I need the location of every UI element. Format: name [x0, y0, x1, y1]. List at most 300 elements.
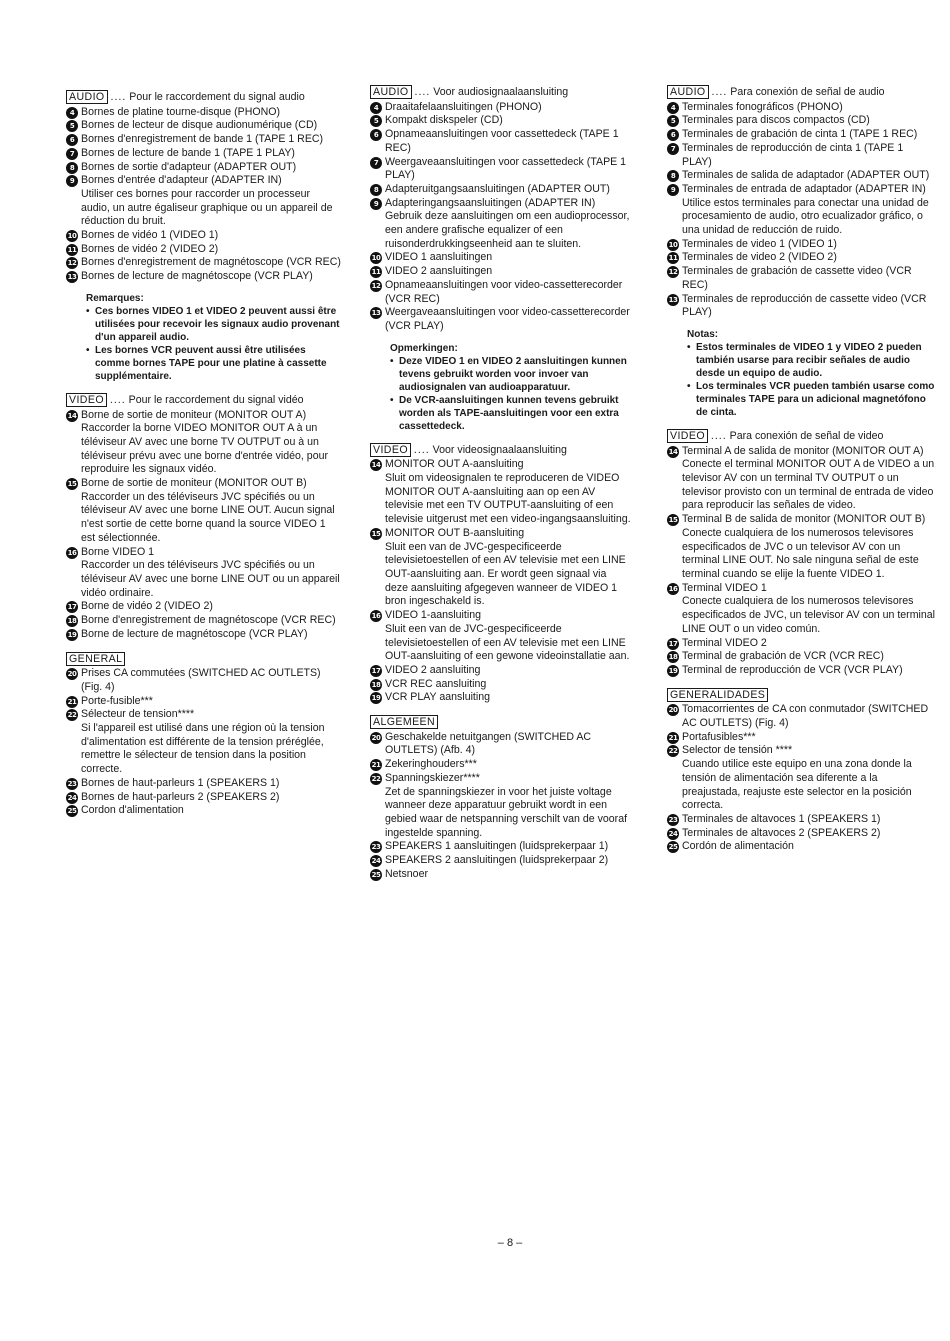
terminal-item-18	[66, 614, 341, 628]
item-label: Cordon d'alimentation	[81, 804, 184, 817]
item-number-badge: 17	[67, 603, 77, 612]
audio-section-tag: AUDIO	[66, 90, 108, 104]
item-number-badge: 15	[67, 480, 77, 489]
item-number-badge: 25	[67, 807, 77, 816]
bullet-dot: •	[86, 305, 90, 317]
terminal-item-10	[370, 251, 632, 265]
item-label: Bornes de vidéo 1 (VIDEO 1)	[81, 229, 219, 242]
item-number-badge: 21	[67, 697, 77, 706]
terminal-item-15	[370, 527, 632, 609]
item-content	[682, 265, 935, 292]
item-number-badge: 14	[668, 447, 678, 456]
item-content	[385, 758, 632, 772]
item-number-badge: 20	[67, 670, 77, 679]
item-label: VIDEO 1-aansluiting	[385, 609, 481, 622]
terminal-item-22	[667, 744, 935, 813]
item-content	[682, 637, 935, 651]
item-content	[385, 664, 632, 678]
terminal-item-22	[370, 772, 632, 841]
item-label: Weergaveaansluitingen voor video-cassetterecorder (VCR PLAY)	[385, 306, 630, 332]
item-description: Sluit om videosignalen te reproduceren de VIDEO MONITOR OUT A-aansluiting aan op een AV televisie met een TV OUTPUT-aansluiting of een televisie uitgerust met een video-ingangsaansluiting.	[385, 472, 631, 526]
terminal-item-19	[370, 691, 632, 705]
item-label: VIDEO 1 aansluitingen	[385, 251, 493, 264]
item-content	[81, 409, 341, 478]
terminal-item-20	[667, 703, 935, 730]
item-content	[682, 445, 935, 514]
leader-dots: ....	[110, 91, 127, 103]
item-label: Terminal A de salida de monitor (MONITOR OUT A)	[682, 444, 924, 457]
item-number-badge: 5	[667, 115, 679, 127]
terminal-item-4	[370, 101, 632, 115]
terminal-item-14	[667, 445, 935, 514]
item-label: Netsnoer	[385, 867, 428, 880]
terminal-item-7	[370, 156, 632, 183]
item-content	[385, 458, 632, 527]
item-content	[682, 114, 935, 128]
item-content	[81, 243, 341, 257]
terminal-item-16	[370, 609, 632, 664]
item-content	[385, 156, 632, 183]
video-section-tag: VIDEO	[667, 429, 708, 443]
item-label: VCR REC aansluiting	[385, 677, 487, 690]
audio-section-tag: AUDIO	[667, 85, 709, 99]
video-section-tag: VIDEO	[66, 393, 107, 407]
item-number-badge: 13	[67, 273, 77, 282]
item-label: Bornes de lecteur de disque audionumérique (CD)	[81, 119, 318, 132]
terminal-item-7	[66, 147, 341, 161]
item-number-badge: 5	[66, 120, 78, 132]
terminal-item-22	[66, 708, 341, 777]
video-section-title: Voor videosignaalaansluiting	[432, 443, 567, 456]
item-number-badge: 11	[67, 245, 77, 254]
item-number-badge: 25	[371, 870, 381, 879]
note-text: Les bornes VCR peuvent aussi être utilisées comme bornes TAPE pour une platine à cassette supplémentaire.	[95, 344, 327, 382]
item-label: SPEAKERS 1 aansluitingen (luidsprekerpaar 1)	[385, 840, 609, 853]
notes-title: Notas:	[687, 328, 719, 340]
terminal-item-23	[667, 813, 935, 827]
terminal-item-19	[667, 664, 935, 678]
item-label: Tomacorrientes de CA con conmutador (SWITCHED AC OUTLETS) (Fig. 4)	[682, 703, 929, 730]
notes-title: Opmerkingen:	[390, 342, 458, 354]
item-content	[81, 256, 341, 270]
terminal-item-25	[66, 804, 341, 818]
terminal-item-15	[66, 477, 341, 546]
item-content	[682, 293, 935, 320]
item-number-badge: 7	[66, 148, 78, 160]
item-number-badge: 19	[668, 666, 678, 675]
item-label: Bornes de sortie d'adapteur (ADAPTER OUT)	[81, 160, 297, 173]
terminal-item-13	[370, 306, 632, 333]
column-dutch	[370, 85, 632, 881]
item-number-badge: 13	[668, 295, 678, 304]
item-content	[682, 703, 935, 730]
item-content	[385, 251, 632, 265]
item-label: Terminales para discos compactos (CD)	[682, 114, 870, 127]
item-label: Selector de tensión ****	[682, 744, 793, 757]
terminal-item-5	[667, 114, 935, 128]
item-content	[682, 513, 935, 582]
item-number-badge: 23	[371, 843, 381, 852]
item-content	[682, 813, 935, 827]
item-content	[385, 868, 632, 882]
item-label: Terminales fonográficos (PHONO)	[682, 100, 843, 113]
item-description: Conecte el terminal MONITOR OUT A de VIDEO a un televisor AV con un terminal TV OUTPUT o un televisor provisto con un terminal de entrada de video para reproducir las señales de video.	[682, 458, 935, 512]
item-content	[81, 147, 341, 161]
terminal-item-11	[370, 265, 632, 279]
terminal-item-9	[667, 183, 935, 238]
item-content	[385, 609, 632, 664]
terminal-item-21	[66, 695, 341, 709]
terminal-item-25	[370, 868, 632, 882]
item-number-badge: 19	[67, 630, 77, 639]
terminal-item-24	[66, 791, 341, 805]
item-number-badge: 11	[668, 254, 678, 263]
item-description: Si l'appareil est utilisé dans une région où la tension d'alimentation est différente de la tension préréglée, remettre le sélecteur de tension dans la position correcte.	[81, 722, 325, 776]
item-label: Cordón de alimentación	[682, 840, 794, 853]
item-content	[81, 270, 341, 284]
terminal-item-10	[66, 229, 341, 243]
leader-dots: ....	[711, 86, 728, 98]
terminal-item-20	[66, 667, 341, 694]
item-content	[81, 546, 341, 601]
audio-section-title: Voor audiosignaalaansluiting	[433, 86, 569, 98]
item-content	[81, 133, 341, 147]
item-content	[682, 142, 935, 169]
note-text: Los terminales VCR pueden también usarse como terminales TAPE para un adicional magnetófono de cinta.	[696, 380, 935, 418]
item-number-badge: 20	[371, 733, 381, 742]
item-content	[81, 614, 341, 628]
item-content	[81, 667, 341, 694]
terminal-item-13	[667, 293, 935, 320]
item-label: Borne d'enregistrement de magnétoscope (VCR REC)	[81, 614, 336, 627]
terminal-item-8	[370, 183, 632, 197]
item-description: Gebruik deze aansluitingen om een audioprocessor, een andere grafische equalizer of een ruisonderdrukkingseenheid aan te sluiten.	[385, 210, 630, 250]
item-content	[81, 804, 341, 818]
terminal-item-16	[667, 582, 935, 637]
terminal-item-11	[66, 243, 341, 257]
audio-section-header	[66, 90, 341, 105]
item-number-badge: 22	[371, 774, 381, 783]
item-label: Terminales de reproducción de cinta 1 (TAPE 1 PLAY)	[682, 141, 904, 168]
item-number-badge: 7	[370, 157, 382, 169]
terminal-item-14	[370, 458, 632, 527]
video-section-header	[370, 443, 632, 458]
item-number-badge: 7	[667, 143, 679, 155]
item-number-badge: 25	[668, 843, 678, 852]
audio-section-tag: AUDIO	[370, 85, 412, 99]
item-label: Terminal VIDEO 2	[682, 636, 767, 649]
terminal-item-6	[370, 128, 632, 155]
item-number-badge: 19	[371, 694, 381, 703]
item-number-badge: 14	[67, 411, 77, 420]
item-number-badge: 22	[668, 747, 678, 756]
note-text: De VCR-aansluitingen kunnen tevens gebruikt worden als TAPE-aansluitingen voor een extra cassettedeck.	[399, 394, 619, 432]
item-label: Terminales de salida de adaptador (ADAPTER OUT)	[682, 169, 930, 182]
item-content	[81, 695, 341, 709]
item-label: Bornes d'enregistrement de magnétoscope (VCR REC)	[81, 256, 341, 269]
notes-block	[390, 342, 632, 433]
item-label: Terminales de video 2 (VIDEO 2)	[682, 251, 837, 264]
leader-dots: ....	[414, 86, 431, 98]
item-description: Cuando utilice este equipo en una zona donde la tensión de alimentación sea diferente a la preajustada, reajuste este selector en la posición correcta.	[682, 758, 912, 812]
item-label: Porte-fusible***	[81, 694, 153, 707]
item-label: Opnameaansluitingen voor video-cassetterecorder (VCR REC)	[385, 278, 623, 305]
terminal-item-17	[667, 637, 935, 651]
item-label: MONITOR OUT B-aansluiting	[385, 526, 525, 539]
item-label: Spanningskiezer****	[385, 771, 480, 784]
general-section-header	[667, 688, 935, 703]
item-content	[81, 791, 341, 805]
item-number-badge: 4	[66, 107, 78, 119]
item-content	[385, 840, 632, 854]
terminal-item-21	[667, 731, 935, 745]
item-content	[682, 827, 935, 841]
item-content	[682, 582, 935, 637]
item-number-badge: 10	[371, 254, 381, 263]
item-content	[385, 772, 632, 841]
audio-section-title: Pour le raccordement du signal audio	[129, 91, 305, 103]
notes-block	[687, 328, 935, 419]
bullet-dot: •	[687, 341, 691, 353]
item-number-badge: 4	[370, 102, 382, 114]
audio-section-header	[667, 85, 935, 100]
item-label: Kompakt diskspeler (CD)	[385, 114, 503, 127]
item-content	[385, 306, 632, 333]
item-label: Borne de vidéo 2 (VIDEO 2)	[81, 600, 213, 613]
terminal-item-17	[370, 664, 632, 678]
item-number-badge: 8	[667, 170, 679, 182]
item-content	[385, 691, 632, 705]
item-number-badge: 6	[66, 134, 78, 146]
item-label: Bornes d'enregistrement de bande 1 (TAPE 1 REC)	[81, 133, 324, 146]
item-number-badge: 12	[668, 268, 678, 277]
item-label: Terminal de grabación de VCR (VCR REC)	[682, 650, 884, 663]
item-label: Bornes de vidéo 2 (VIDEO 2)	[81, 242, 219, 255]
item-description: Sluit een van de JVC-gespecificeerde televisietoestellen of een AV televisie met een LINE OUT-aansluiting of een gewone videoinstallatie aan.	[385, 622, 630, 663]
terminal-item-4	[66, 106, 341, 120]
leader-dots: ....	[109, 393, 126, 406]
note-bullet	[687, 380, 935, 419]
item-number-badge: 24	[668, 829, 678, 838]
item-content	[385, 731, 632, 758]
bullet-dot: •	[86, 344, 90, 356]
item-label: VCR PLAY aansluiting	[385, 691, 491, 704]
item-content	[81, 477, 341, 546]
item-number-badge: 8	[66, 162, 78, 174]
item-content	[81, 106, 341, 120]
terminal-item-20	[370, 731, 632, 758]
item-label: Borne de sortie de moniteur (MONITOR OUT A)	[81, 408, 307, 421]
item-number-badge: 24	[371, 857, 381, 866]
item-number-badge: 6	[370, 129, 382, 141]
item-number-badge: 12	[371, 281, 381, 290]
item-label: Sélecteur de tension****	[81, 708, 195, 721]
item-description: Utilice estos terminales para conectar una unidad de procesamiento de audio, otro ecualizador gráfico, o una unidad de reducción de ruido.	[682, 196, 929, 237]
item-label: VIDEO 2 aansluiting	[385, 663, 481, 676]
item-number-badge: 10	[67, 232, 77, 241]
item-number-badge: 21	[371, 761, 381, 770]
item-label: Borne de sortie de moniteur (MONITOR OUT B)	[81, 477, 307, 490]
item-number-badge: 8	[370, 184, 382, 196]
item-label: Terminales de video 1 (VIDEO 1)	[682, 237, 837, 250]
terminal-item-9	[66, 174, 341, 229]
audio-section-title: Para conexión de señal de audio	[730, 86, 885, 98]
terminal-item-18	[370, 678, 632, 692]
terminal-item-16	[66, 546, 341, 601]
audio-section-header	[370, 85, 632, 100]
general-section-header	[66, 652, 341, 667]
bullet-dot: •	[390, 394, 394, 406]
note-bullet	[390, 355, 632, 394]
item-label: Bornes de platine tourne-disque (PHONO)	[81, 105, 281, 118]
item-label: VIDEO 2 aansluitingen	[385, 265, 493, 278]
terminal-item-10	[667, 238, 935, 252]
item-number-badge: 18	[668, 653, 678, 662]
item-number-badge: 21	[668, 733, 678, 742]
item-content	[682, 664, 935, 678]
item-content	[682, 840, 935, 854]
notes-block	[86, 292, 341, 383]
terminal-item-17	[66, 600, 341, 614]
video-section-header	[667, 429, 935, 444]
item-number-badge: 24	[67, 793, 77, 802]
item-number-badge: 16	[668, 584, 678, 593]
item-label: Opnameaansluitingen voor cassettedeck (TAPE 1 REC)	[385, 128, 619, 154]
item-content	[682, 238, 935, 252]
item-label: Portafusibles***	[682, 730, 756, 743]
general-section-tag: GENERAL	[66, 652, 125, 666]
terminal-item-5	[66, 119, 341, 133]
general-section-header	[370, 715, 632, 730]
item-label: Bornes de lecture de magnétoscope (VCR PLAY)	[81, 270, 313, 283]
item-content	[385, 527, 632, 609]
item-number-badge: 10	[668, 240, 678, 249]
terminal-item-25	[667, 840, 935, 854]
bullet-dot: •	[390, 355, 394, 367]
item-content	[682, 731, 935, 745]
terminal-item-7	[667, 142, 935, 169]
item-number-badge: 15	[668, 516, 678, 525]
terminal-item-19	[66, 628, 341, 642]
terminal-item-13	[66, 270, 341, 284]
item-content	[682, 169, 935, 183]
item-content	[682, 128, 935, 142]
item-label: Geschakelde netuitgangen (SWITCHED AC OUTLETS) (Afb. 4)	[385, 730, 592, 757]
video-section-header	[66, 393, 341, 408]
item-number-badge: 5	[370, 115, 382, 127]
item-content	[81, 777, 341, 791]
item-label: Terminales de entrada de adaptador (ADAPTER IN)	[682, 182, 926, 195]
page-number: – 8 –	[497, 1237, 523, 1249]
column-french	[66, 90, 341, 818]
item-number-badge: 9	[370, 198, 382, 210]
item-label: Terminal VIDEO 1	[682, 581, 767, 594]
item-label: Bornes de lecture de bande 1 (TAPE 1 PLAY)	[81, 146, 295, 159]
item-content	[682, 251, 935, 265]
terminal-item-4	[667, 101, 935, 115]
item-description: Raccorder la borne VIDEO MONITOR OUT A à un téléviseur AV avec une borne TV OUTPUT ou à un téléviseur prévu avec une borne d'entrée vidéo, pour reproduire les signaux vidéo.	[81, 422, 329, 476]
item-content	[385, 265, 632, 279]
note-text: Ces bornes VIDEO 1 et VIDEO 2 peuvent aussi être utilisées pour recevoir les signaux audio provenant d'un appareil audio.	[95, 305, 340, 343]
item-label: Terminal de reproducción de VCR (VCR PLAY)	[682, 663, 903, 676]
terminal-item-12	[370, 279, 632, 306]
item-number-badge: 18	[67, 617, 77, 626]
leader-dots: ....	[413, 443, 430, 456]
item-description: Raccorder un des téléviseurs JVC spécifiés ou un téléviseur AV avec une borne LINE OUT ou un appareil vidéo ordinaire.	[81, 559, 340, 599]
terminal-item-24	[370, 854, 632, 868]
item-number-badge: 18	[371, 680, 381, 689]
terminal-item-12	[667, 265, 935, 292]
terminal-item-8	[667, 169, 935, 183]
item-label: SPEAKERS 2 aansluitingen (luidsprekerpaar 2)	[385, 854, 609, 867]
item-number-badge: 17	[371, 666, 381, 675]
terminal-item-21	[370, 758, 632, 772]
item-label: Bornes d'entrée d'adapteur (ADAPTER IN)	[81, 174, 282, 187]
item-number-badge: 11	[371, 268, 381, 277]
item-content	[385, 197, 632, 252]
item-content	[385, 183, 632, 197]
note-bullet	[86, 305, 341, 344]
bullet-dot: •	[687, 380, 691, 392]
item-number-badge: 22	[67, 711, 77, 720]
video-section-title: Para conexión de señal de video	[729, 429, 884, 442]
item-label: Bornes de haut-parleurs 2 (SPEAKERS 2)	[81, 790, 280, 803]
item-content	[81, 628, 341, 642]
item-description: Utiliser ces bornes pour raccorder un processeur audio, un autre égaliseur graphique ou un appareil de réduction du bruit.	[81, 187, 333, 228]
item-content	[682, 744, 935, 813]
terminal-item-8	[66, 161, 341, 175]
note-bullet	[86, 344, 341, 383]
terminal-item-14	[66, 409, 341, 478]
item-description: Sluit een van de JVC-gespecificeerde televisietoestellen of een AV televisie met een LINE OUT-aansluiting aan. Er wordt geen signaal via deze aansluiting afgegeven wanneer de VIDEO 1 bron ingeschakeld is.	[385, 540, 626, 608]
terminal-item-12	[66, 256, 341, 270]
item-number-badge: 6	[667, 129, 679, 141]
item-number-badge: 23	[67, 779, 77, 788]
item-content	[81, 161, 341, 175]
item-number-badge: 9	[667, 184, 679, 196]
item-label: Terminales de grabación de cinta 1 (TAPE 1 REC)	[682, 128, 918, 141]
item-number-badge: 15	[371, 529, 381, 538]
item-number-badge: 23	[668, 815, 678, 824]
item-content	[81, 229, 341, 243]
terminal-item-24	[667, 827, 935, 841]
item-description: Raccorder un des téléviseurs JVC spécifiés ou un téléviseur AV avec une borne LINE OUT. Aucun signal n'est sortie de cette borne quand la source VIDEO 1 est sélectionnée.	[81, 490, 335, 544]
note-text: Deze VIDEO 1 en VIDEO 2 aansluitingen kunnen tevens gebruikt worden voor invoer van audiosignalen van audioapparatuur.	[399, 355, 627, 393]
terminal-item-6	[667, 128, 935, 142]
terminal-item-9	[370, 197, 632, 252]
terminal-item-5	[370, 114, 632, 128]
item-number-badge: 17	[668, 639, 678, 648]
item-label: Bornes de haut-parleurs 1 (SPEAKERS 1)	[81, 776, 280, 789]
item-label: Weergaveaansluitingen voor cassettedeck (TAPE 1 PLAY)	[385, 155, 627, 182]
item-content	[385, 101, 632, 115]
video-section-title: Pour le raccordement du signal vidéo	[128, 393, 304, 406]
item-number-badge: 13	[371, 309, 381, 318]
item-content	[81, 174, 341, 229]
terminal-item-11	[667, 251, 935, 265]
terminal-item-23	[66, 777, 341, 791]
item-description: Zet de spanningskiezer in voor het juiste voltage wanneer deze apparatuur gebruikt wordt in een gebied waar de netspanning verschilt van de vooraf ingestelde spanning.	[385, 785, 628, 839]
item-label: Zekeringhouders***	[385, 758, 477, 771]
item-number-badge: 20	[668, 706, 678, 715]
item-description: Conecte cualquiera de los numerosos televisores especificados de JVC, un televisor AV con un terminal LINE OUT o un video común.	[682, 595, 936, 635]
item-content	[385, 854, 632, 868]
item-content	[682, 183, 935, 238]
item-label: MONITOR OUT A-aansluiting	[385, 458, 524, 471]
item-label: Terminales de altavoces 2 (SPEAKERS 2)	[682, 826, 881, 839]
item-content	[81, 600, 341, 614]
item-description: Conecte cualquiera de los numerosos televisores especificados de JVC o un televisor AV con un terminal LINE OUT. No sale ninguna señal de este terminal cuando se elije la fuente VIDEO 1.	[682, 526, 919, 580]
